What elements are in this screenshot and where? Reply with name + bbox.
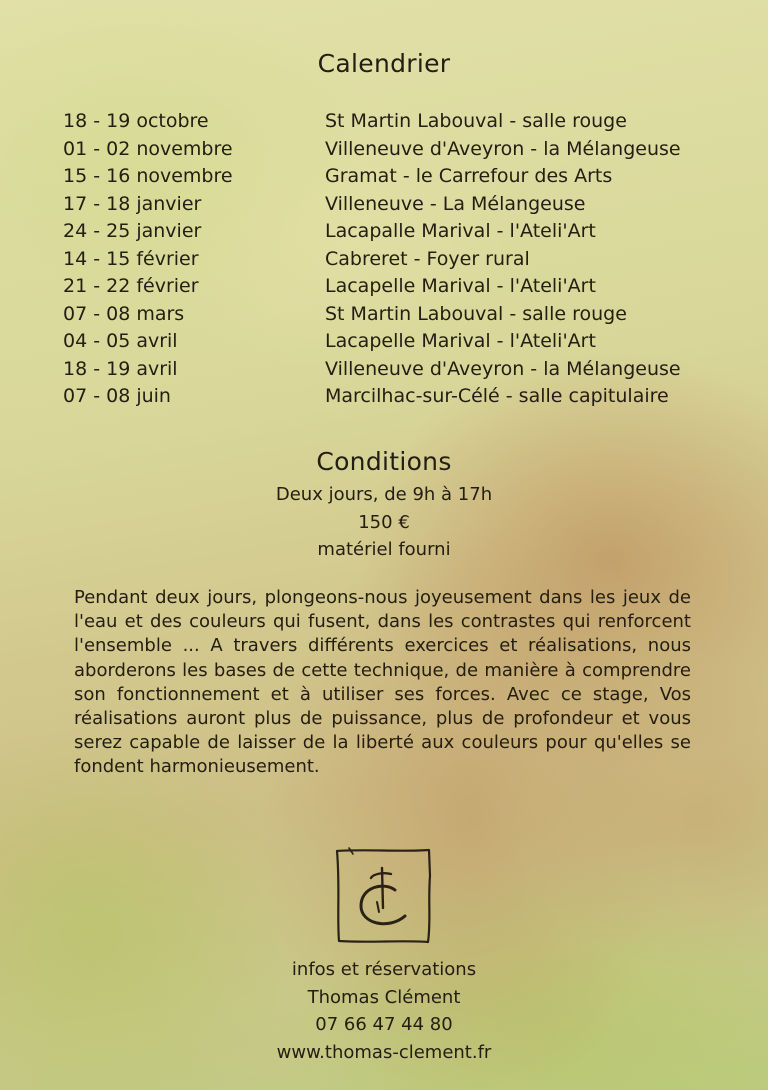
session-venue: St Martin Labouval - salle rouge [325, 110, 627, 132]
calendar-row [63, 191, 723, 219]
tc-monogram-logo-icon [333, 846, 433, 946]
calendar-row [63, 328, 723, 356]
session-date: 14 - 15 février [63, 247, 199, 270]
calendar-row [63, 218, 723, 246]
calendar-title: Calendrier [317, 49, 451, 78]
calendar-row [63, 108, 723, 136]
conditions-block [0, 481, 768, 564]
calendar-row [63, 246, 723, 274]
session-date: 07 - 08 mars [63, 302, 185, 325]
session-date: 07 - 08 juin [63, 385, 171, 407]
session-date: 24 - 25 janvier [63, 220, 202, 242]
calendar-row [63, 356, 723, 384]
calendar-row [63, 301, 723, 329]
conditions-price: 150 € [358, 511, 410, 533]
contact-phone: 07 66 47 44 80 [315, 1014, 453, 1035]
session-date: 01 - 02 novembre [63, 137, 233, 160]
calendar-row [63, 163, 723, 191]
calendar-list [63, 108, 723, 411]
session-venue: St Martin Labouval - salle rouge [325, 302, 627, 325]
session-date: 18 - 19 avril [63, 357, 178, 380]
session-venue: Lacapelle Marival - l'Ateli'Art [325, 275, 596, 297]
session-date: 15 - 16 novembre [63, 165, 233, 187]
conditions-materials: matériel fourni [317, 539, 451, 560]
session-date: 04 - 05 avril [63, 330, 178, 352]
session-venue: Gramat - le Carrefour des Arts [325, 165, 613, 187]
contact-block [0, 956, 768, 1066]
session-venue: Lacapelle Marival - l'Ateli'Art [325, 330, 596, 352]
calendar-row [63, 383, 723, 411]
calendar-row [63, 273, 723, 301]
session-date: 21 - 22 février [63, 275, 199, 297]
session-date: 17 - 18 janvier [63, 192, 202, 215]
session-venue: Cabreret - Foyer rural [325, 247, 530, 270]
conditions-schedule: Deux jours, de 9h à 17h [275, 484, 493, 505]
conditions-title: Conditions [316, 447, 452, 476]
contact-name: Thomas Clément [307, 986, 461, 1008]
session-venue: Villeneuve d'Aveyron - la Mélangeuse [325, 137, 681, 160]
session-venue: Lacapalle Marival - l'Ateli'Art [325, 220, 596, 242]
session-venue: Marcilhac-sur-Célé - salle capitulaire [325, 385, 669, 407]
contact-website: www.thomas-clement.fr [276, 1041, 492, 1063]
session-venue: Villeneuve - La Mélangeuse [325, 192, 586, 215]
calendar-row [63, 136, 723, 164]
session-date: 18 - 19 octobre [63, 110, 209, 132]
course-description: Pendant deux jours, plongeons-nous joyeusement dans les jeux de l'eau et des couleurs qui fusent, dans les contrastes qui renforcent l'ensemble ... A travers différents exercices et réalisations, nous aborderons les bases de cette technique, de manière à comprendre son fonctionnement et à utiliser ses forces. Avec ce stage, Vos réalisations auront plus de puissance, plus de profondeur et vous serez capable de laisser de la liberté aux couleurs pour qu'elles se fondent harmonieusement. [74, 587, 691, 778]
contact-label: infos et réservations [291, 959, 477, 980]
session-venue: Villeneuve d'Aveyron - la Mélangeuse [325, 357, 681, 380]
